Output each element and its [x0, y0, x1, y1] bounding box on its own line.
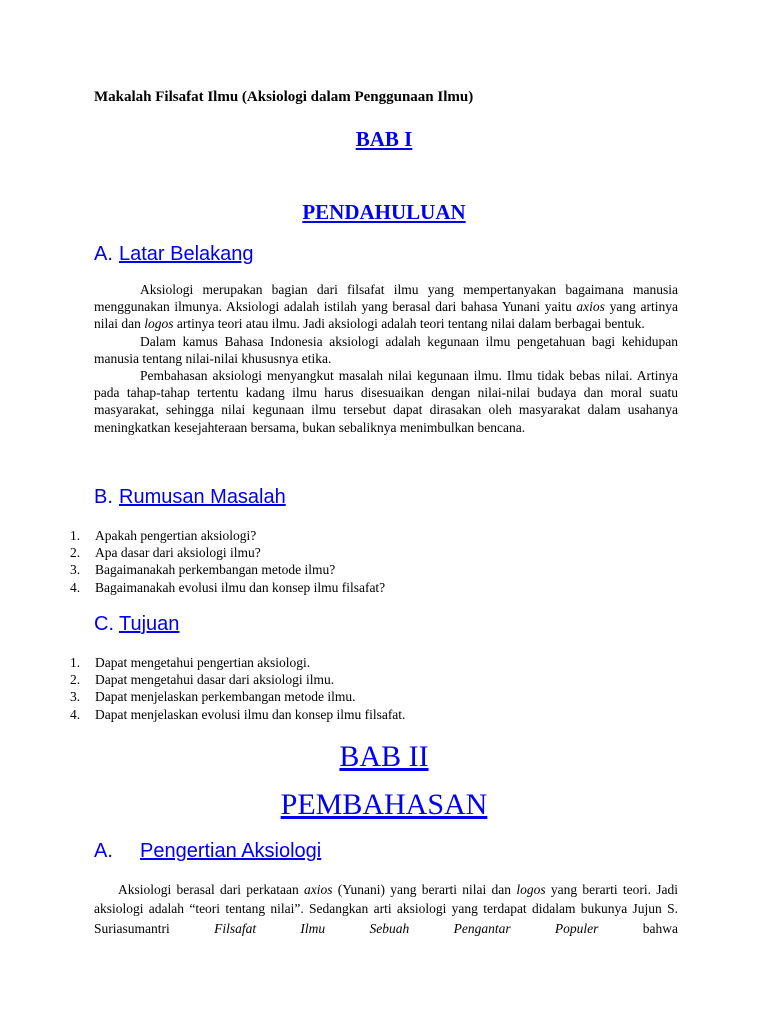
italic-book-title: Filsafat Ilmu Sebuah Pengantar Populer: [214, 920, 599, 936]
list-item: [70, 561, 385, 578]
section-latar-belakang-heading: [94, 243, 254, 266]
chapter-2-heading: PEMBAHASAN: [280, 788, 488, 821]
rumusan-masalah-list: [70, 527, 385, 596]
section-number: A.: [94, 243, 113, 265]
text-run: Aksiologi berasal dari perkataan: [118, 882, 305, 897]
paragraph-3: Pembahasan aksiologi menyangkut masalah nilai kegunaan ilmu. Ilmu tidak bebas nilai. Artinya pada tahap-tahap tertentu kadang ilmu harus disesuaikan dengan nilai-nilai budaya dan moral suatu masyarakat, sehingga nilai kegunaan ilmu tersebut dapat dirasakan oleh masyarakat dalam usahanya meningkatkan kesejahteraan bersama, bukan sebaliknya menimbulkan bencana.: [94, 368, 678, 435]
pengertian-aksiologi-body: [94, 880, 678, 938]
italic-term-logos: logos: [144, 316, 174, 332]
paragraph-1: [94, 281, 678, 333]
text-run: (Yunani) yang berarti nilai dan: [332, 882, 517, 897]
section-number: B.: [94, 486, 113, 508]
list-text: Dapat mengetahui dasar dari aksiologi ilmu.: [95, 672, 335, 688]
list-text: Dapat mengetahui pengertian aksiologi.: [95, 655, 311, 670]
list-text: Apa dasar dari aksiologi ilmu?: [95, 545, 261, 561]
text-run: yang artinya nilai dan: [94, 299, 678, 332]
text-run: bahwa: [598, 920, 679, 936]
list-number: 4.: [70, 579, 81, 595]
italic-term-axios: axios: [304, 882, 333, 897]
list-item: [70, 671, 405, 688]
italic-term-logos: logos: [516, 882, 546, 897]
list-number: 3.: [70, 562, 81, 578]
list-text: Dapat menjelaskan perkembangan metode ilmu.: [95, 689, 356, 705]
list-item: [70, 579, 385, 596]
section-number: A.: [94, 840, 113, 862]
list-item: [70, 527, 385, 544]
list-text: Dapat menjelaskan evolusi ilmu dan konsep ilmu filsafat.: [95, 706, 406, 722]
chapter-2-label: BAB II: [339, 740, 429, 773]
list-number: 3.: [70, 689, 81, 705]
list-text: Apakah pengertian aksiologi?: [95, 528, 257, 543]
text-run: Aksiologi merupakan bagian dari filsafat ilmu yang mempertanyakan bagaimana manusia menggunakan ilmunya. Aksiologi adalah istilah yang berasal dari bahasa Yunani yaitu: [94, 282, 678, 315]
section-title: Latar Belakang: [119, 243, 254, 265]
text-run: artinya teori atau ilmu. Jadi aksiologi adalah teori tentang nilai dalam berbagai bentuk.: [173, 316, 645, 332]
list-number: 2.: [70, 672, 81, 688]
list-text: Bagaimanakah perkembangan metode ilmu?: [95, 562, 336, 578]
list-item: [70, 688, 405, 705]
list-item: [70, 706, 405, 723]
list-text: Bagaimanakah evolusi ilmu dan konsep ilmu filsafat?: [95, 579, 386, 595]
list-number: 1.: [70, 655, 81, 670]
list-item: [70, 654, 405, 671]
list-number: 4.: [70, 706, 81, 722]
chapter-1-heading: PENDAHULUAN: [302, 200, 466, 224]
document-title: Makalah Filsafat Ilmu (Aksiologi dalam Penggunaan Ilmu): [94, 89, 474, 105]
paragraph-1: [94, 880, 678, 938]
list-number: 2.: [70, 545, 81, 561]
chapter-1-label: BAB I: [355, 127, 413, 151]
tujuan-list: [70, 654, 405, 723]
section-title: Pengertian Aksiologi: [140, 840, 322, 862]
latar-belakang-body: [94, 281, 678, 436]
section-title: Tujuan: [119, 613, 180, 635]
section-pengertian-aksiologi-heading: [94, 840, 321, 863]
section-title: Rumusan Masalah: [119, 486, 286, 508]
section-tujuan-heading: [94, 613, 179, 636]
section-number: C.: [94, 613, 114, 635]
paragraph-2: Dalam kamus Bahasa Indonesia aksiologi adalah kegunaan ilmu pengetahuan bagi kehidupan manusia tentang nilai-nilai khususnya etika.: [94, 333, 678, 366]
section-rumusan-masalah-heading: [94, 486, 286, 509]
list-number: 1.: [70, 528, 81, 543]
italic-term-axios: axios: [576, 299, 605, 315]
list-item: [70, 544, 385, 561]
text-run: yang berarti teori. Jadi aksiologi adalah “teori tentang nilai”. Sedangkan arti aksiologi yang terdapat didalam bukunya Jujun S. Suriasumantri: [94, 882, 678, 936]
